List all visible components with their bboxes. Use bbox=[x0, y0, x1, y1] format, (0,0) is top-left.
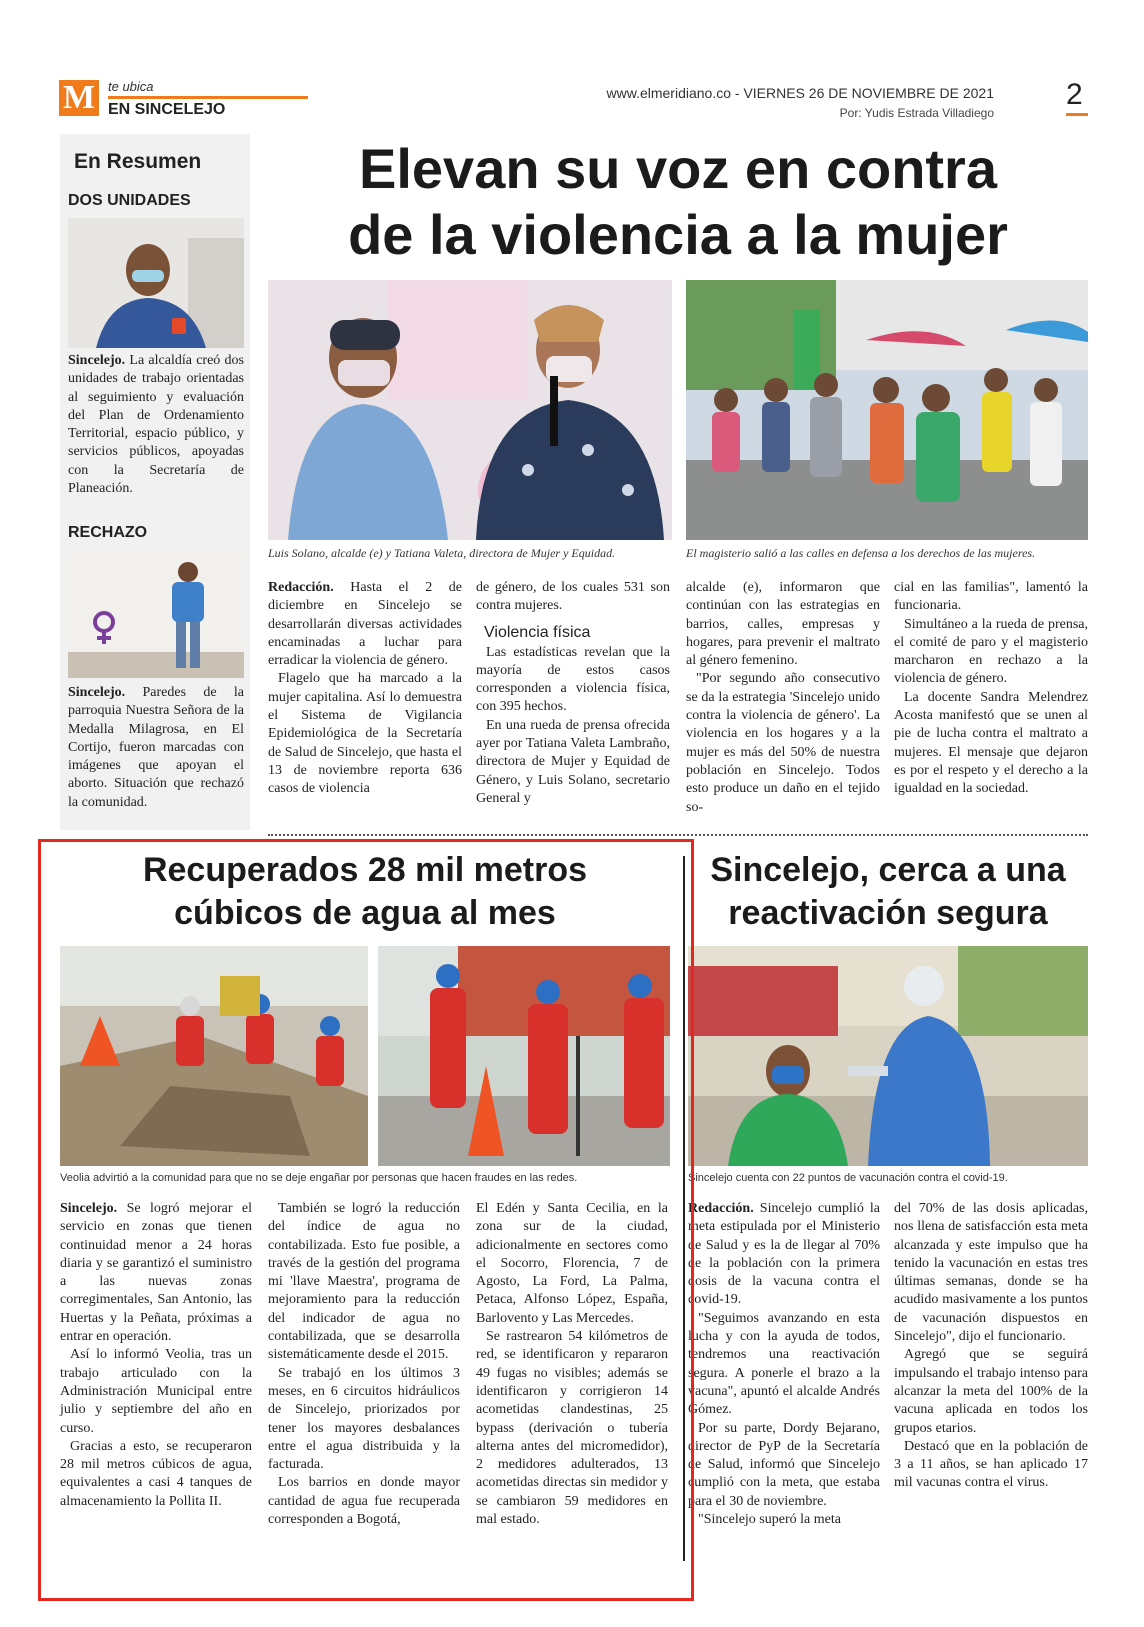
sidebar-text-1 bbox=[68, 352, 244, 498]
vaccine-article-paragraph: "Seguimos avanzando en esta lucha y con la ayuda de todos, tendremos una reactivación segura. A ponerle el brazo a la vacuna", apuntó el alcalde Andrés Gómez. bbox=[688, 1310, 880, 1418]
sidebar-body-1: La alcaldía creó dos unidades de trabajo orientadas al seguimiento y evaluación del Plan de Ordenamiento Territorial, espacio público, y servicios públicos, apoyadas con la Secretaría de Planeación. bbox=[68, 353, 244, 497]
main-article-lead: Redacción. bbox=[268, 580, 334, 595]
sidebar-body-2: Paredes de la parroquia Nuestra Señora de la Medalla Milagrosa, en El Cortijo, fueron marcadas con imágenes que apoyan el aborto. Situación que rechazó la comunidad. bbox=[68, 685, 244, 810]
main-article-paragraph: Las estadísticas revelan que la mayoría de estos casos corresponden a violencia física, con 395 hechos. bbox=[476, 644, 670, 715]
water-article-lead: Sincelejo. bbox=[60, 1201, 118, 1216]
water-article-paragraph: Gracias a esto, se recuperaron 28 mil metros cúbicos de agua, equivalentes a casi 4 tanques de almacenamiento la Pollita II. bbox=[60, 1438, 252, 1509]
header-accent-line bbox=[108, 96, 308, 99]
vaccination-photo bbox=[688, 946, 1088, 1166]
water-article-paragraph: Se logró mejorar el servicio en zonas que tienen continuidad menor a 24 horas diaria y se garantizó el suministro a las nuevas zonas corregimentales, San Antonio, las Huertas y la Peñata, próximas a entrar en operación. bbox=[60, 1201, 252, 1345]
vaccine-article-paragraph: "Sincelejo superó la meta bbox=[698, 1512, 841, 1528]
vaccine-article-column-2 bbox=[894, 1200, 1088, 1493]
main-headline-line-2: de la violencia a la mujer bbox=[348, 203, 1008, 266]
water-article-paragraph: Los barrios en donde mayor cantidad de agua fue recuperada corresponden a Bogotá, bbox=[268, 1475, 460, 1528]
vaccine-headline-line-2: reactivación segura bbox=[728, 894, 1048, 932]
water-article-paragraph: Así lo informó Veolia, tras un trabajo articulado con la Administración Municipal entre julio y septiembre del año en curso. bbox=[60, 1347, 252, 1436]
sidebar-photo-official bbox=[68, 218, 244, 348]
sidebar-title: En Resumen bbox=[74, 150, 202, 173]
vaccine-article-column-1 bbox=[688, 1200, 880, 1529]
main-article-column-2 bbox=[476, 579, 670, 808]
press-conference-photo bbox=[268, 280, 672, 540]
vaccine-article-paragraph: Agregó que se seguirá impulsando el trabajo intenso para alcanzar la meta del 100% de la vacuna aplicada en todos los grupos etarios. bbox=[894, 1347, 1088, 1436]
main-article-column-1 bbox=[268, 579, 462, 799]
section-name: EN SINCELEJO bbox=[108, 101, 226, 118]
main-article-paragraph: de género, de los cuales 531 son contra mujeres. bbox=[476, 580, 670, 614]
water-article-paragraph: El Edén y Santa Cecilia, en la zona sur de la ciudad, adicionalmente en sectores como el Socorro, Florencia, 7 de Agosto, La Ford, La Palma, Petaca, Alfonso López, España, Barlovento y Las Mercedes. bbox=[476, 1201, 668, 1326]
main-article-paragraph: Flagelo que ha marcado a la mujer capitalina. Así lo demuestra el Sistema de Vigilancia Epidemiológica de la Secretaría de Salud de Sincelejo, que hasta el 13 de noviembre reporta 636 casos de violencia bbox=[268, 671, 462, 797]
sidebar-lead-2: Sincelejo. bbox=[68, 685, 126, 700]
vaccine-article-paragraph: Destacó que en la población de 3 a 11 años, se han aplicado 17 mil vacunas contra el virus. bbox=[894, 1438, 1088, 1491]
press-photo-caption: Luis Solano, alcalde (e) y Tatiana Valeta, directora de Mujer y Equidad. bbox=[268, 546, 616, 560]
vaccine-article-paragraph: Por su parte, Dordy Bejarano, director de PyP de la Secretaría de Salud, informó que Sincelejo cumplió con la meta, que estaba para el 30 de noviembre. bbox=[688, 1420, 880, 1509]
vaccine-headline bbox=[688, 849, 1088, 935]
water-article-paragraph: También se logró la reducción del índice de agua no contabilizada. Esto fue posible, a través de la gestión del programa mi 'llave Maestra', programa de mejoramiento para la reducción del indicador de agua no contabilizada, que se desarrolla sistemáticamente desde el 2015. bbox=[268, 1201, 460, 1363]
main-article-subhead: Violencia física bbox=[484, 623, 591, 641]
page-number: 2 bbox=[1066, 78, 1083, 111]
main-headline bbox=[268, 136, 1088, 268]
section-kicker: te ubica bbox=[108, 79, 154, 94]
sidebar-text-2 bbox=[68, 684, 244, 812]
page-number-underline bbox=[1066, 113, 1088, 116]
water-photo-caption: Veolia advirtió a la comunidad para que no se deje engañar por personas que hacen fraudes en las redes. bbox=[60, 1172, 578, 1184]
vaccine-headline-line-1: Sincelejo, cerca a una bbox=[710, 851, 1066, 889]
vaccination-photo-caption: Sincelejo cuenta con 22 puntos de vacunación contra el covid-19. bbox=[688, 1172, 1008, 1184]
water-headline-line-2: cúbicos de agua al mes bbox=[174, 894, 556, 932]
main-article-paragraph: En una rueda de prensa ofrecida ayer por Tatiana Valeta Lambraño, directora de Mujer y Equidad de Género, y Luis Solano, secretario General y bbox=[476, 717, 670, 806]
vaccine-article-paragraph: del 70% de las dosis aplicadas, nos llena de satisfacción esta meta alcanzada y este impulso que ha tenido la vacunación en estas tres últimas semanas, donde se ha acudido masivamente a los puntos de vacunación dispuestos en Sincelejo", dijo el funcionario. bbox=[894, 1201, 1088, 1345]
main-headline-line-1: Elevan su voz en contra bbox=[359, 137, 997, 200]
main-article-paragraph: "Por segundo año consecutivo se da la estrategia 'Sincelejo unido contra la violencia de género'. La violencia en los hogares y a la mujer es más del 50% de nuestra población en Sincelejo. Todos esto produce un daño en el tejido so- bbox=[686, 671, 880, 815]
water-article-paragraph: Se trabajó en los últimos 3 meses, en 6 circuitos hidráulicos de Sincelejo, priorizados por tener los mayores desbalances entre el agua distribuida y la facturada. bbox=[268, 1365, 460, 1473]
main-article-column-3 bbox=[686, 579, 880, 817]
sidebar-heading-2: RECHAZO bbox=[68, 524, 148, 541]
sidebar-heading-1: DOS UNIDADES bbox=[68, 192, 191, 209]
main-article-paragraph: Hasta el 2 de diciembre en Sincelejo se desarrollarán diversas actividades encaminadas a luchar para erradicar la violencia de género. bbox=[268, 580, 462, 669]
main-article-paragraph: cial en las familias", lamentó la funcionaria. bbox=[894, 580, 1088, 614]
main-article-paragraph: Simultáneo a la rueda de prensa, el comité de paro y el magisterio marcharon en rechazo a la violencia de género. bbox=[894, 616, 1088, 687]
highlight-box bbox=[38, 839, 694, 1601]
sidebar-lead-1: Sincelejo. bbox=[68, 353, 126, 368]
main-article-paragraph: alcalde (e), informaron que continúan con las estrategias en barrios, calles, empresas y hogares, para prevenir el maltrato al género femenino. bbox=[686, 580, 880, 669]
main-article-column-4 bbox=[894, 579, 1088, 799]
header-date-url: www.elmeridiano.co - VIERNES 26 DE NOVIEMBRE DE 2021 bbox=[606, 85, 994, 101]
sidebar-photo-wall bbox=[68, 552, 244, 678]
water-article-paragraph: Se rastrearon 54 kilómetros de red, se identificaron y repararon 49 fugas no visibles; además se identificaron y corrigieron 14 acometidas clandestinas, 25 bypass (derivación o tubería alterna antes del micromedidor), 2 medidores adulterados, 13 acometidas directas sin medidor y se cambiaron 59 medidores en mal estado. bbox=[476, 1329, 668, 1528]
march-photo bbox=[686, 280, 1088, 540]
march-photo-caption: El magisterio salió a las calles en defensa a los derechos de las mujeres. bbox=[686, 546, 1036, 560]
vaccine-article-lead: Redacción. bbox=[688, 1201, 754, 1216]
water-headline-line-1: Recuperados 28 mil metros bbox=[142, 851, 588, 889]
section-divider bbox=[268, 834, 1088, 836]
vaccine-article-paragraph: Sincelejo cumplió la meta estipulada por el Ministerio de Salud y es la de llegar al 70% de la población con la primera dosis de la vacuna contra el covid-19. bbox=[688, 1201, 880, 1308]
newspaper-logo: M bbox=[59, 80, 99, 116]
byline: Por: Yudis Estrada Villadiego bbox=[839, 106, 994, 120]
main-article-paragraph: La docente Sandra Melendrez Acosta manifestó que se unen al pie de lucha contra el maltrato a mujeres. El mensaje que dejaron es por el respeto y el derecho a la igualdad en la sociedad. bbox=[894, 689, 1088, 797]
